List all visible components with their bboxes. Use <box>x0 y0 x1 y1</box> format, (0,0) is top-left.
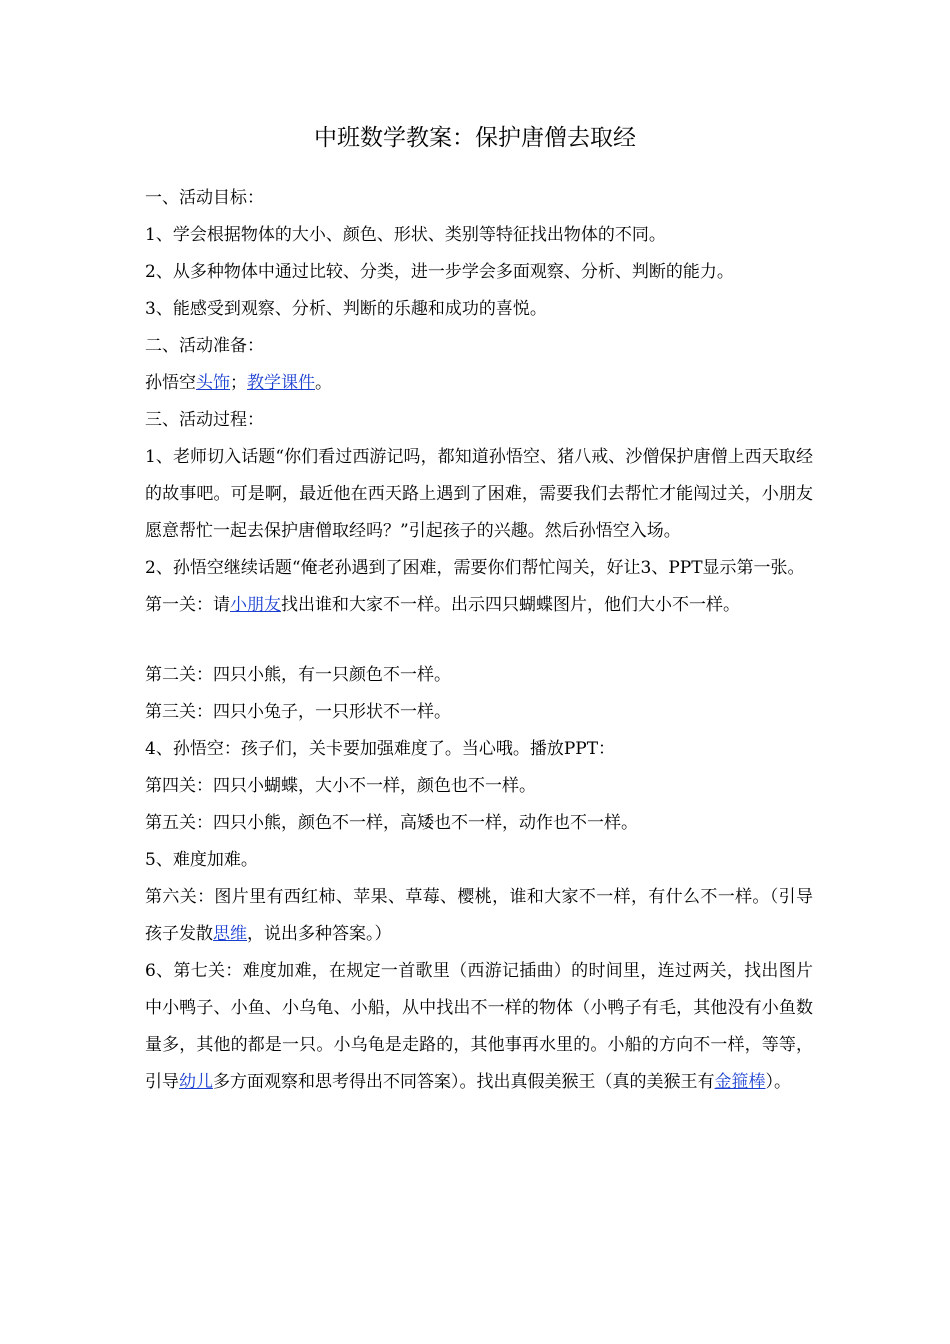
level-6 <box>145 879 813 953</box>
prep-prefix-text: 孙悟空 <box>145 373 196 393</box>
thinking-link[interactable]: 思维 <box>213 924 247 944</box>
process-step-6 <box>145 953 813 1101</box>
process-step-5: 5、难度加难。 <box>145 850 258 870</box>
level-4: 第四关：四只小蝴蝶，大小不一样，颜色也不一样。 <box>145 776 536 796</box>
process-step-1: 1、老师切入话题“你们看过西游记吗，都知道孙悟空、猪八戒、沙僧保护唐僧上西天取经的故事吧。可是啊，最近他在西天路上遇到了困难，需要我们去帮忙才能闯过关，小朋友愿意帮忙一起去保护唐僧取经吗？”引起孩子的兴趣。然后孙悟空入场。 <box>145 447 813 541</box>
document-body <box>145 180 813 1101</box>
prep-suffix-text: 。 <box>315 373 332 393</box>
level-2: 第二关：四只小熊，有一只颜色不一样。 <box>145 665 451 685</box>
step-6-prefix: 6、第七关：难度加难，在规定一首歌里（西游记插曲）的时间里，连过两关，找出图片中小鸭子、小鱼、小乌龟、小船，从中找出不一样的物体（小鸭子有毛，其他没有小鱼数量多，其他的都是一只。小乌龟是走路的，其他事再水里的。小船的方向不一样，等等，引导 <box>145 961 813 1092</box>
courseware-link[interactable]: 教学课件 <box>247 373 315 393</box>
section-heading-process: 三、活动过程： <box>145 410 264 430</box>
level-6-prefix: 第六关：图片里有西红柿、苹果、草莓、樱桃，谁和大家不一样，有什么不一样。（引导孩子发散 <box>145 887 813 944</box>
preparation-line <box>145 365 813 402</box>
step-6-middle: 多方面观察和思考得出不同答案）。找出真假美猴王（真的美猴王有 <box>213 1072 715 1092</box>
goal-item-3: 3、能感受到观察、分析、判断的乐趣和成功的喜悦。 <box>145 299 547 319</box>
children-link[interactable]: 小朋友 <box>230 595 281 615</box>
prep-separator: ； <box>230 373 247 393</box>
level-1-prefix: 第一关：请 <box>145 595 230 615</box>
headwear-link[interactable]: 头饰 <box>196 373 230 393</box>
section-heading-goals: 一、活动目标： <box>145 188 264 208</box>
golden-staff-link[interactable]: 金箍棒 <box>714 1072 766 1092</box>
young-children-link[interactable]: 幼儿 <box>179 1072 213 1092</box>
goal-item-2: 2、从多种物体中通过比较、分类，进一步学会多面观察、分析、判断的能力。 <box>145 262 734 282</box>
process-step-2: 2、孙悟空继续话题“俺老孙遇到了困难，需要你们帮忙闯关，好让3、PPT显示第一张。 <box>145 558 805 578</box>
page-title: 中班数学教案：保护唐僧去取经 <box>314 125 636 151</box>
level-6-suffix: ，说出多种答案。） <box>247 924 392 944</box>
level-1 <box>145 587 813 624</box>
section-heading-preparation: 二、活动准备： <box>145 336 264 356</box>
process-step-4: 4、孙悟空：孩子们，关卡要加强难度了。当心哦。播放PPT： <box>145 739 616 759</box>
goal-item-1: 1、学会根据物体的大小、颜色、形状、类别等特征找出物体的不同。 <box>145 225 666 245</box>
level-5: 第五关：四只小熊，颜色不一样，高矮也不一样，动作也不一样。 <box>145 813 638 833</box>
level-1-suffix: 找出谁和大家不一样。出示四只蝴蝶图片，他们大小不一样。 <box>281 595 740 615</box>
level-3: 第三关：四只小兔子，一只形状不一样。 <box>145 702 451 722</box>
step-6-suffix: ）。 <box>765 1072 791 1092</box>
